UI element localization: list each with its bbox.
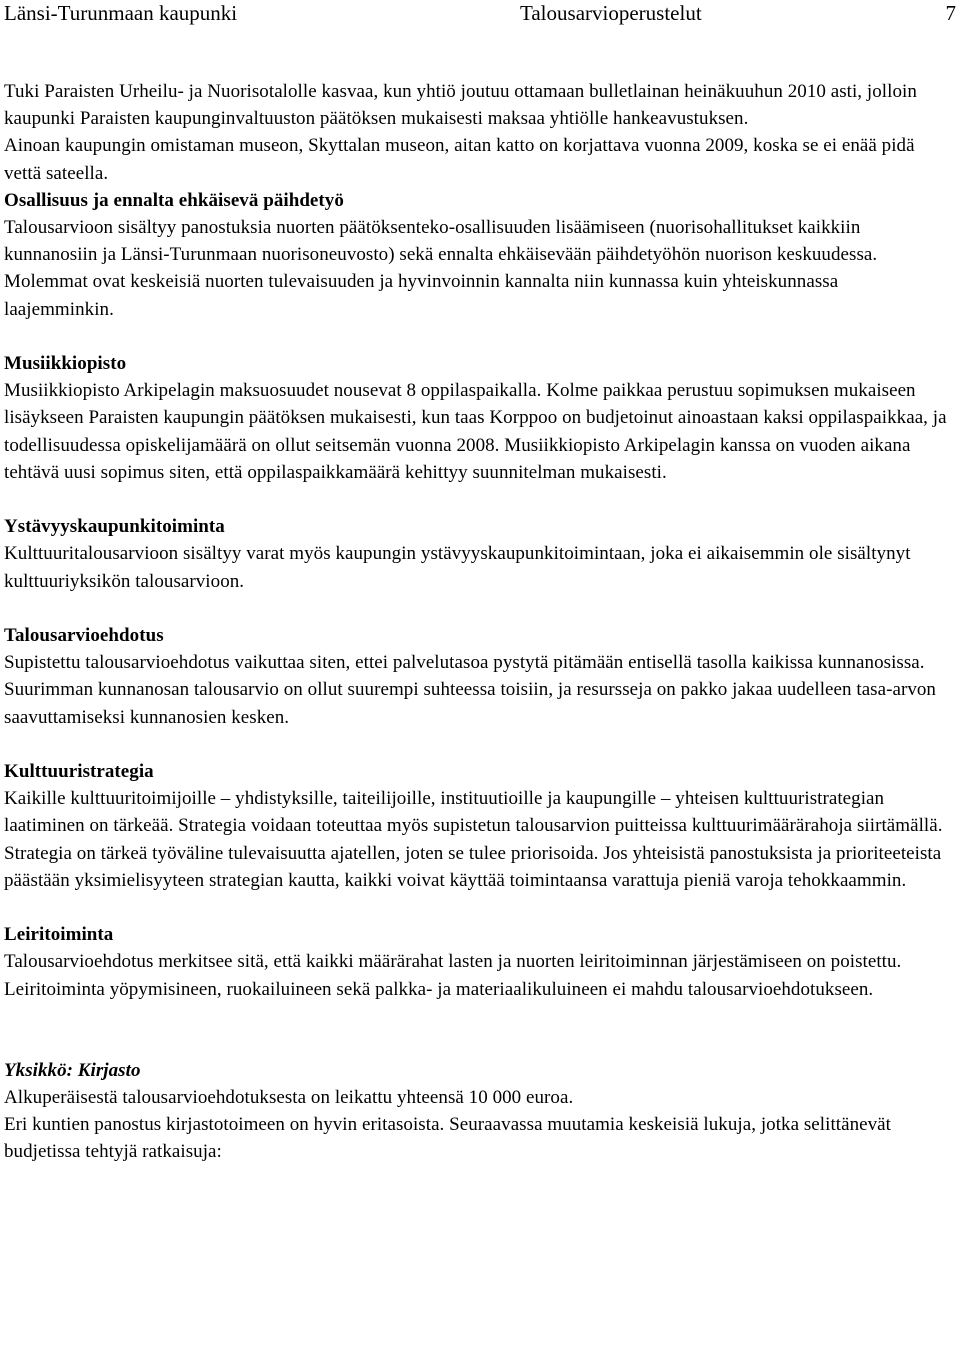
section-musiikkiopisto: [4, 350, 950, 486]
intro-paragraph-1: Tuki Paraisten Urheilu- ja Nuorisotalolle kasvaa, kun yhtiö joutuu ottamaan bulletlainan heinäkuuhun 2010 asti, jolloin kaupunki Paraisten kaupunginvaltuuston päätöksen mukaisesti maksaa yhtiölle hankeavustuksen.: [4, 81, 917, 130]
unit-paragraph-1: Alkuperäisestä talousarvioehdotuksesta on leikattu yhteensä 10 000 euroa.: [4, 1087, 574, 1109]
unit-heading: Yksikkö: Kirjasto: [4, 1059, 141, 1081]
document-body: [4, 78, 950, 1166]
section-heading: Musiikkiopisto: [4, 353, 127, 375]
section-body: Kaikille kulttuuritoimijoille – yhdistyksille, taiteilijoille, instituutioille ja kaupungille – yhteisen kulttuuristrategian laatiminen on tärkeää. Strategia voidaan toteuttaa myös supistetun talousarvion puitteissa kulttuurimäärärahoja siirtämällä. Strategia on tärkeä työväline tulevaisuutta ajatellen, joten se tulee priorisoida. Jos yhteisistä panostuksista ja prioriteeteista päästään yksimielisyyteen strategian kautta, kaikki voivat käyttää toimintaansa varattuja pieniä varoja tehokkaammin.: [4, 788, 943, 891]
section-body: Kulttuuritalousarvioon sisältyy varat myös kaupungin ystävyyskaupunkitoimintaan, joka ei aikaisemmin ole sisältynyt kulttuuriyksikön talousarvioon.: [4, 543, 911, 592]
section-talousarvioehdotus: [4, 622, 950, 731]
section-heading: Leiritoiminta: [4, 924, 114, 946]
section-leiritoiminta: [4, 921, 950, 1003]
section-kulttuuristrategia: [4, 758, 950, 894]
section-body: Supistettu talousarvioehdotus vaikuttaa siten, ettei palvelutasoa pystytä pitämään entisellä tasolla kaikissa kunnanosissa. Suurimman kunnanosan talousarvio on ollut suurempi suhteessa toisiin, ja resursseja on pakko jakaa uudelleen tasa-arvon saavuttamiseksi kunnanosien kesken.: [4, 652, 936, 728]
section-osallisuus: [4, 187, 950, 323]
page-header: [0, 0, 960, 30]
spacer: [4, 1003, 950, 1057]
header-municipality: Länsi-Turunmaan kaupunki: [4, 1, 238, 25]
header-page-number: 7: [945, 1, 956, 25]
section-heading: Talousarvioehdotus: [4, 625, 164, 647]
section-heading: Kulttuuristrategia: [4, 761, 154, 783]
section-ystavyyskaupunkitoiminta: [4, 513, 950, 595]
section-heading: Osallisuus ja ennalta ehkäisevä päihdetyö: [4, 189, 344, 211]
intro-paragraph-2: Ainoan kaupungin omistaman museon, Skyttalan museon, aitan katto on korjattava vuonna 2009, koska se ei enää pidä vettä sateella.: [4, 135, 915, 184]
section-body: Talousarvioehdotus merkitsee sitä, että kaikki määrärahat lasten ja nuorten leiritoiminnan järjestämiseen on poistettu. Leiritoiminta yöpymisineen, ruokailuineen sekä palkka- ja materiaalikuluineen ei mahdu talousarvioehdotukseen.: [4, 951, 902, 1000]
section-heading: Ystävyyskaupunkitoiminta: [4, 516, 225, 538]
section-body: Talousarvioon sisältyy panostuksia nuorten päätöksenteko-osallisuuden lisäämiseen (nuorisohallitukset kaikkiin kunnanosiin ja Länsi-Turunmaan nuorisoneuvosto) sekä ennalta ehkäisevään päihdetyöhön nuorison keskuudessa. Molemmat ovat keskeisiä nuorten tulevaisuuden ja hyvinvoinnin kannalta niin kunnassa kuin yhteiskunnassa laajemminkin.: [4, 217, 878, 320]
header-document-title: Talousarvioperustelut: [520, 1, 702, 25]
unit-paragraph-2: Eri kuntien panostus kirjastotoimeen on hyvin eritasoista. Seuraavassa muutamia keskeisiä lukuja, jotka selittänevät budjetissa tehtyjä ratkaisuja:: [4, 1114, 891, 1163]
section-body: Musiikkiopisto Arkipelagin maksuosuudet nousevat 8 oppilaspaikalla. Kolme paikkaa perustuu sopimuksen mukaiseen lisäykseen Paraisten kaupungin päätöksen mukaisesti, kun taas Korppoo on budjetoinut ainoastaan kaksi oppilaspaikkaa, ja todellisuudessa opiskelijamäärä on ollut seitsemän vuonna 2008. Musiikkiopisto Arkipelagin kanssa on vuoden aikana tehtävä uusi sopimus siten, että oppilaspaikkamäärä kehittyy suunnitelman mukaisesti.: [4, 380, 947, 483]
